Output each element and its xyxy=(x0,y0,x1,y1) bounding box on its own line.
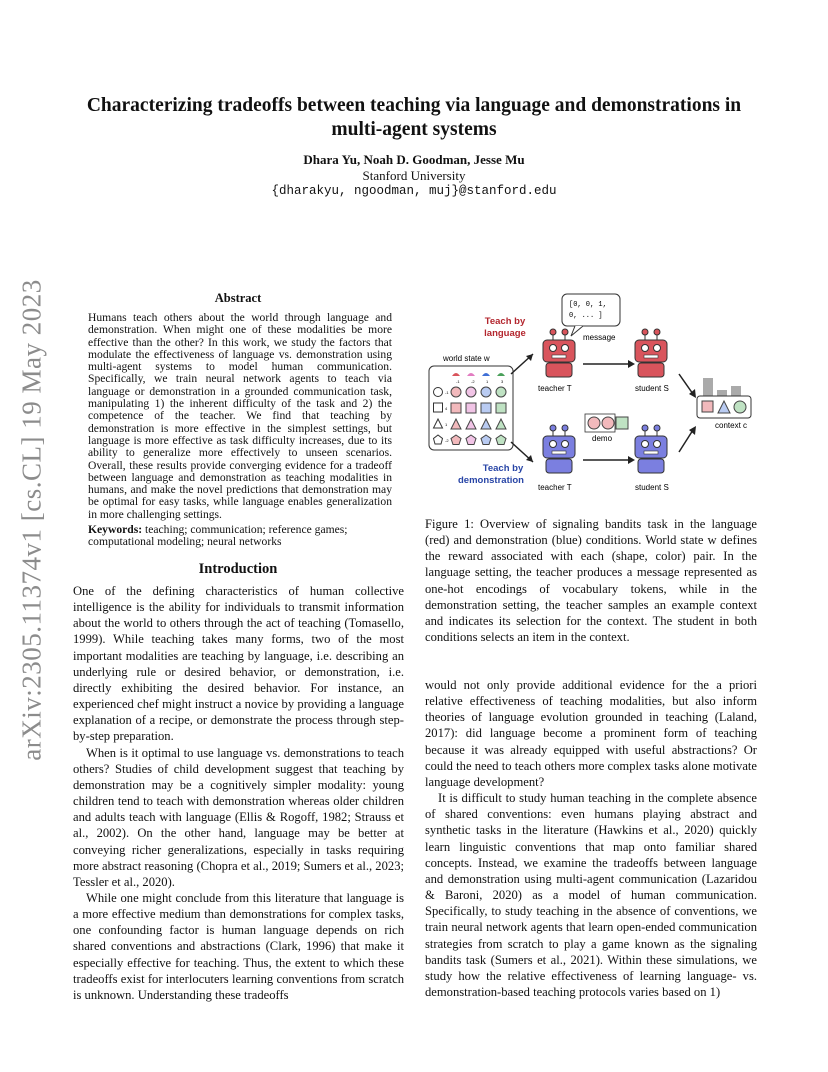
teach-demo-line2: demonstration xyxy=(458,475,524,486)
abstract-body: Humans teach others about the world through language and demonstration. When might one of these modalities be more effective than the other? In this work, we study the factors that modulate the effectiveness of language vs. demonstration using multi-agent systems to model human communication. Specifically, we train neural network agents to teach via language or demonstration in a grounded communication task, manipulating 1) the inherent difficulty of the task and 2) the competence of the teacher. We find that teaching by demonstration is more effective in the simplest settings, but language is more effective as task difficulty increases, due to its ability to generalize more effectively to unseen scenarios. Overall, these results provide converging evidence for a tradeoff between language and demonstration as teaching modalities in humans, and make the novel predictions that demonstration may be optimal for easy tasks, while language enables generalization in more challenging settings. xyxy=(88,311,392,521)
intro-paragraph-3: While one might conclude from this literature that language is a more effective medium than demonstrations for complex tasks, one confounding factor is human language depends on rich shared conventions and abstractions (Clark, 1996) that make it especially effective for teaching. Thus, the extent to which these tradeoffs exist for interlocuters learning conventions from scratch is unknown. Understanding these tradeoffs xyxy=(73,890,404,1002)
keywords xyxy=(88,524,392,549)
message-bubble xyxy=(562,294,620,336)
intro-paragraph-1: One of the defining characteristics of human collective intelligence is the ability for individuals to transmit information about the world to others through the act of teaching (Tomasello, 1999). While teaching takes many forms, two of the most important modalities are teaching by language, i.e. describing an underlying rule or desired behavior, or demonstration, i.e. directly exhibiting the desired behavior. For instance, an experienced chef might instruct a novice by providing a language explanation of a recipe, or demonstrate the process through step-by-step preparation. xyxy=(73,584,404,744)
arxiv-sidebar xyxy=(12,280,52,760)
teach-language-line1: Teach by xyxy=(484,316,526,327)
reward-row-3: 1 xyxy=(445,422,448,427)
teacher-robot-red xyxy=(543,329,575,377)
arxiv-identifier: arXiv:2305.11374v1 [cs.CL] 19 May 2023 xyxy=(16,279,47,761)
reward-col-1: -1 xyxy=(456,379,460,384)
demo-label: demo xyxy=(592,434,613,443)
student-robot-blue xyxy=(635,425,667,473)
message-label: message xyxy=(583,333,616,342)
student-label-top: student S xyxy=(635,384,669,393)
context-label: context c xyxy=(715,421,748,430)
keywords-list: teaching; communication; reference games; computational modeling; neural networks xyxy=(88,523,348,549)
demo-items xyxy=(585,414,628,432)
context-panel xyxy=(697,378,751,418)
student-robot-red xyxy=(635,329,667,377)
paper-emails: {dharakyu, ngoodman, muj}@stanford.edu xyxy=(271,184,557,198)
paper-authors: Dhara Yu, Noah D. Goodman, Jesse Mu xyxy=(303,152,525,167)
teach-language-line2: language xyxy=(484,328,526,339)
figure-caption: Figure 1: Overview of signaling bandits task in the language (red) and demonstration (blue) conditions. World state w defines the reward associated with each (shape, color) pair. In the language setting, the teacher produces a message represented as one-hot encodings of vocabulary tokens, while in the demonstration setting, the teacher samples an example context and indicates its selection for the context. The student in both conditions selects an item in the context. xyxy=(425,517,757,645)
reward-col-2: -2 xyxy=(471,379,475,384)
intro-right-paragraph-1: would not only provide additional evidence for the a priori relative effectiveness of teaching modalities, but also inform theories of language evolution grounded in teaching (Laland, 2017): did language become a prominent form of teaching because it was already equipped with useful abstractions? Or could the need to teach others more complex tasks alone motivate language development? xyxy=(425,678,757,789)
reward-row-4: -2 xyxy=(445,438,449,443)
world-state-grid xyxy=(429,366,513,450)
intro-paragraph-2: When is it optimal to use language vs. demonstrations to teach others? Studies of child development suggest that teaching by demonstration may be a cognitively simpler modality: young children tend to teach with demonstration whereas older children and adults teach with language (Ellis & Rogoff, 1982; Strauss et al., 2002). On the other hand, language may be better at conveying richer generalizations, especially in tasks requiring more abstract reasoning (Chopra et al., 2019; Sumers et al., 2023; Tessler et al., 2020). xyxy=(73,745,404,889)
teacher-label-bottom: teacher T xyxy=(538,483,572,492)
teacher-label-top: teacher T xyxy=(538,384,572,393)
reward-row-2: 4 xyxy=(445,406,448,411)
paper-title: Characterizing tradeoffs between teaching via language and demonstrations in multi-agent systems xyxy=(86,95,742,140)
teacher-robot-blue xyxy=(543,425,575,473)
message-line1: [0, 0, 1, xyxy=(569,301,607,309)
message-line2: 0, ... ] xyxy=(569,312,603,320)
reward-row-1: -1 xyxy=(445,390,449,395)
reward-col-4: 3 xyxy=(501,379,504,384)
intro-right-paragraph-2: It is difficult to study human teaching in the complete absence of shared conventions: even humans playing abstract and synthetic tasks in the literature (Hawkins et al., 2020) quickly learn linguistic conventions that map onto familiar shared concepts. Instead, we examine the tradeoffs between language and demonstration using multi-agent communication (Lazaridou & Baroni, 2020) as a model of human communication. Specifically, to study teaching in the absence of conventions, we train neural network agents that learn open-ended communication strategies from scratch to play a game known as the signaling bandits task (Sumers et al., 2021). Within these simulations, we study how the relative effectiveness of learning language- vs. demonstration-based teaching protocols varies based on 1) xyxy=(425,791,757,999)
introduction-heading: Introduction xyxy=(198,561,278,577)
teach-demo-line1: Teach by xyxy=(482,463,524,474)
world-state-label: world state w xyxy=(443,354,490,363)
introduction-left-column xyxy=(73,583,404,1003)
introduction-right-column xyxy=(425,677,757,1000)
keywords-label: Keywords: xyxy=(88,523,143,536)
abstract-heading: Abstract xyxy=(214,291,262,305)
figure-1 xyxy=(425,284,785,500)
reward-col-3: 1 xyxy=(486,379,489,384)
paper-affiliation: Stanford University xyxy=(362,168,466,183)
student-label-bottom: student S xyxy=(635,483,669,492)
